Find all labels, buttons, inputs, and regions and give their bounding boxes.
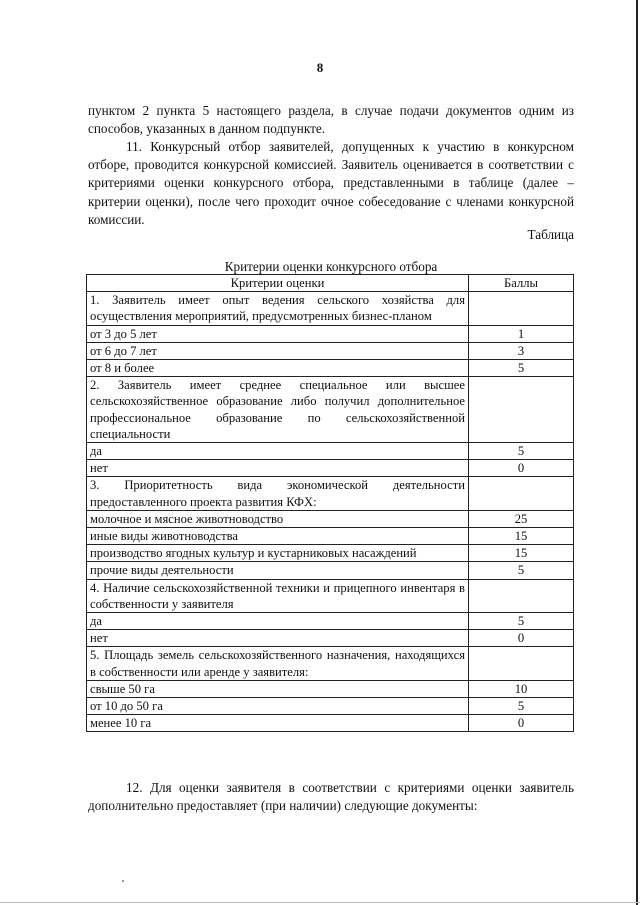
row-points: 3 (469, 342, 574, 359)
table-header-row (87, 275, 574, 292)
group-heading: 4. Наличие сельскохозяйственной техники и прицепного инвентаря в собственности у заявителя (87, 579, 469, 612)
row-points: 25 (469, 510, 574, 527)
table-caption: Таблица (527, 227, 574, 242)
row-label: да (87, 613, 469, 630)
row-label: менее 10 га (87, 715, 469, 732)
paragraph-continuation: пунктом 2 пункта 5 настоящего раздела, в случае подачи документов одним из способов, указанных в данном подпункте. (88, 103, 574, 137)
table-title: Критерии оценки конкурсного отбора (224, 259, 438, 274)
row-label: молочное и мясное животноводство (87, 510, 469, 527)
group-heading-row (87, 579, 574, 612)
row-points: 15 (469, 528, 574, 545)
table-row (87, 342, 574, 359)
table-row (87, 443, 574, 460)
row-points: 5 (469, 360, 574, 377)
row-points: 5 (469, 613, 574, 630)
header-criteria: Критерии оценки (87, 275, 469, 292)
row-label: нет (87, 460, 469, 477)
table-row (87, 630, 574, 647)
group-heading: 1. Заявитель имеет опыт ведения сельского хозяйства для осуществления мероприятий, предусмотренных бизнес-планом (87, 292, 469, 325)
row-points: 1 (469, 325, 574, 342)
row-label: нет (87, 630, 469, 647)
row-label: от 6 до 7 лет (87, 342, 469, 359)
row-points: 5 (469, 562, 574, 579)
table-row (87, 613, 574, 630)
row-label: от 10 до 50 га (87, 698, 469, 715)
row-points: 5 (469, 443, 574, 460)
group-heading-points (469, 377, 574, 443)
table-row (87, 698, 574, 715)
group-heading: 3. Приоритетность вида экономической деятельности предоставленного проекта развития КФХ: (87, 477, 469, 510)
group-heading-points (469, 647, 574, 680)
paragraph-item-11: 11. Конкурсный отбор заявителей, допущенных к участию в конкурсном отборе, проводится конкурсной комиссией. Заявитель оценивается в соответствии с критериями оценки конкурсного отбора, представленными в таблице (далее – критерии оценки), после чего проходит очное собеседование с членами конкурсной комиссии. (88, 139, 574, 227)
row-points: 10 (469, 680, 574, 697)
row-label: да (87, 443, 469, 460)
table-row (87, 528, 574, 545)
criteria-table (86, 274, 574, 732)
table-row (87, 360, 574, 377)
table-row (87, 325, 574, 342)
row-label: от 3 до 5 лет (87, 325, 469, 342)
row-label: прочие виды деятельности (87, 562, 469, 579)
group-heading-points (469, 579, 574, 612)
group-heading-points (469, 292, 574, 325)
table-row (87, 545, 574, 562)
header-points: Баллы (469, 275, 574, 292)
row-points: 0 (469, 715, 574, 732)
row-points: 0 (469, 460, 574, 477)
row-label: производство ягодных культур и кустарниковых насаждений (87, 545, 469, 562)
row-points: 0 (469, 630, 574, 647)
group-heading-row (87, 292, 574, 325)
group-heading-points (469, 477, 574, 510)
group-heading-row (87, 647, 574, 680)
table-row (87, 715, 574, 732)
group-heading-row (87, 477, 574, 510)
row-label: от 8 и более (87, 360, 469, 377)
table-row (87, 460, 574, 477)
row-points: 15 (469, 545, 574, 562)
row-label: свыше 50 га (87, 680, 469, 697)
table-row (87, 680, 574, 697)
row-points: 5 (469, 698, 574, 715)
paragraph-item-12: 12. Для оценки заявителя в соответствии с критериями оценки заявитель дополнительно предоставляет (при наличии) следующие документы: (88, 780, 574, 814)
table-row (87, 562, 574, 579)
group-heading-row (87, 377, 574, 443)
group-heading: 2. Заявитель имеет среднее специальное или высшее сельскохозяйственное образование либо получил дополнительное профессиональное образование по сельскохозяйственной специальности (87, 377, 469, 443)
page-number: 8 (316, 60, 324, 75)
group-heading: 5. Площадь земель сельскохозяйственного назначения, находящихся в собственности или аренде у заявителя: (87, 647, 469, 680)
table-row (87, 510, 574, 527)
page-edge-bottom (0, 902, 640, 903)
row-label: иные виды животноводства (87, 528, 469, 545)
scan-speck (122, 880, 124, 882)
page-edge (636, 0, 638, 905)
